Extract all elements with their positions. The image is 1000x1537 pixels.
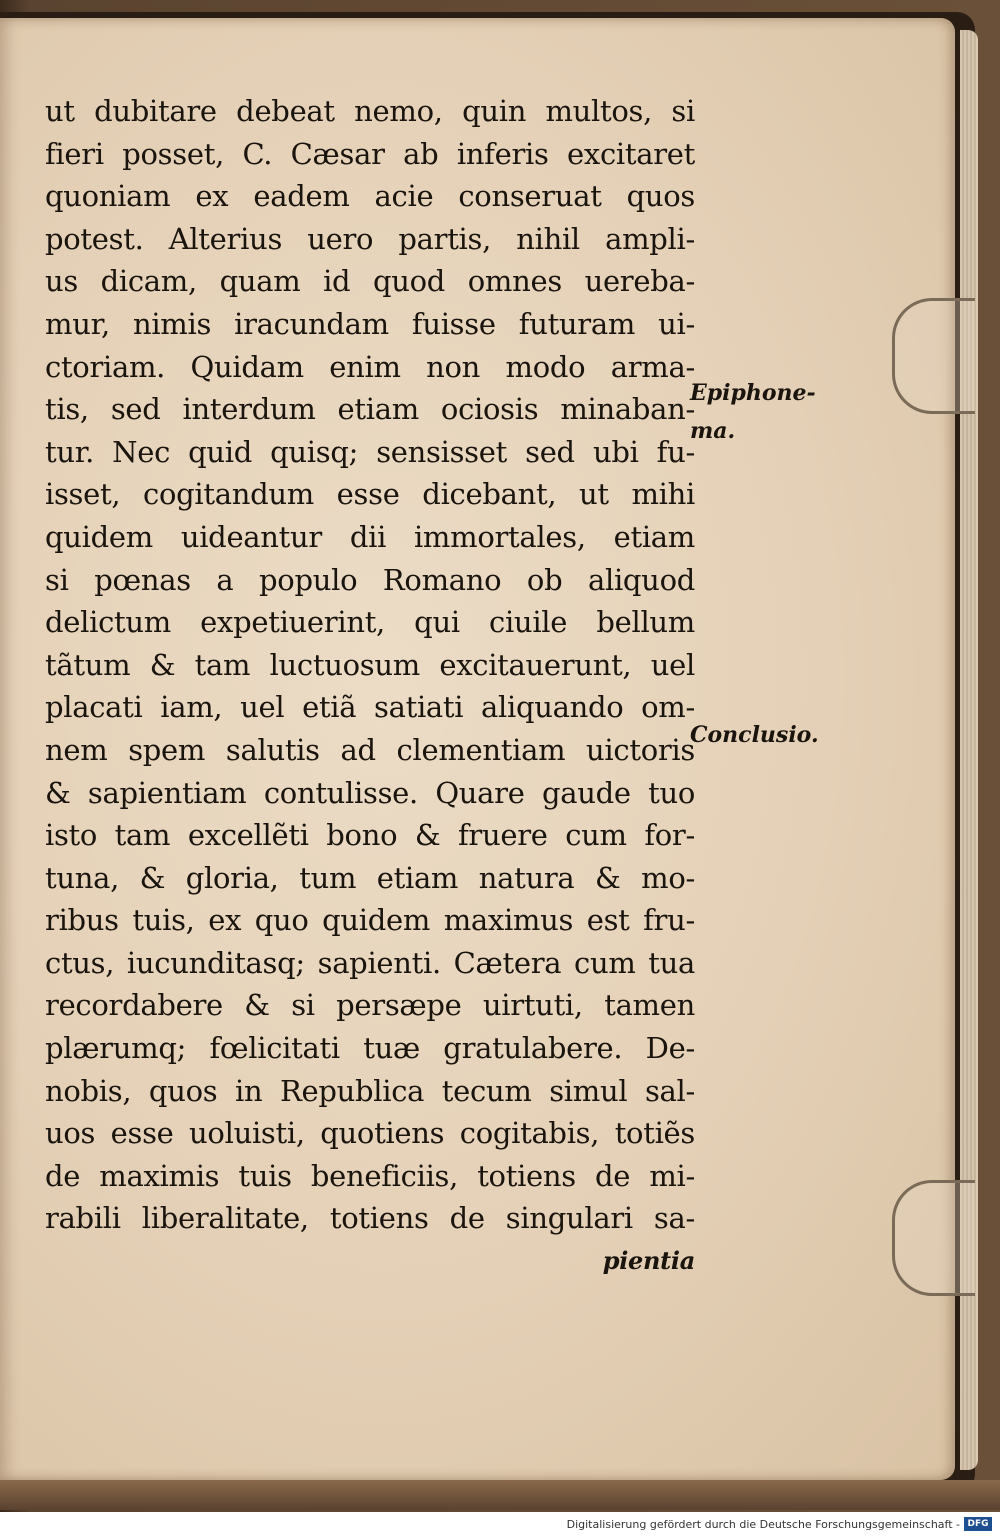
page-clip-top	[892, 298, 975, 414]
footer-credit: Digitalisierung gefördert durch die Deutsche Forschungsgemeinschaft -	[566, 1518, 960, 1531]
text-line: si pœnas a populo Romano ob aliquod	[45, 562, 695, 597]
text-line: de maximis tuis beneficiis, totiens de mi-	[45, 1158, 695, 1193]
text-line: rabili liberalitate, totiens de singulari sa-	[45, 1201, 695, 1236]
text-line: recordabere & si persæpe uirtuti, tamen	[45, 988, 695, 1023]
marginal-note-epiphonema: Epiphone-	[690, 380, 816, 406]
text-line: potest. Alterius uero partis, nihil ampli-	[45, 221, 695, 256]
book-bottom-edge	[0, 1480, 1000, 1510]
text-line: mur, nimis iracundam fuisse futuram ui-	[45, 306, 695, 341]
text-line: quoniam ex eadem acie conseruat quos	[45, 179, 695, 214]
text-line: placati iam, uel etiã satiati aliquando om-	[45, 690, 695, 725]
catchword: pientia	[602, 1246, 695, 1276]
text-line: delictum expetiuerint, qui ciuile bellum	[45, 605, 695, 640]
text-line: tis, sed interdum etiam ociosis minaban-	[45, 392, 695, 427]
footer-bar	[0, 1512, 1000, 1537]
main-text-block	[45, 90, 695, 1283]
text-line: quidem uideantur dii immortales, etiam	[45, 519, 695, 554]
text-line: ctoriam. Quidam enim non modo arma-	[45, 349, 695, 384]
text-line: tuna, & gloria, tum etiam natura & mo-	[45, 860, 695, 895]
text-line: uos esse uoluisti, quotiens cogitabis, totiẽs	[45, 1116, 695, 1151]
text-line: us dicam, quam id quod omnes uereba-	[45, 264, 695, 299]
text-line: isto tam excellẽti bono & fruere cum for-	[45, 818, 695, 853]
text-line: tur. Nec quid quisq; sensisset sed ubi fu-	[45, 434, 695, 469]
marginal-note-conclusio: Conclusio.	[690, 722, 819, 748]
text-line: nem spem salutis ad clementiam uictoris	[45, 732, 695, 767]
text-line: & sapientiam contulisse. Quare gaude tuo	[45, 775, 695, 810]
text-line: fieri posset, C. Cæsar ab inferis excitaret	[45, 136, 695, 171]
text-line: nobis, quos in Republica tecum simul sal-	[45, 1073, 695, 1108]
dfg-logo: DFG	[964, 1517, 992, 1531]
text-line: ctus, iucunditasq; sapienti. Cætera cum tua	[45, 945, 695, 980]
marginal-note-epiphonema-cont: ma.	[690, 418, 736, 444]
text-line: tãtum & tam luctuosum excitauerunt, uel	[45, 647, 695, 682]
text-line: ut dubitare debeat nemo, quin multos, si	[45, 94, 695, 128]
text-line: plærumq; fœlicitati tuæ gratulabere. De-	[45, 1031, 695, 1066]
text-line: ribus tuis, ex quo quidem maximus est fru-	[45, 903, 695, 938]
text-line: isset, cogitandum esse dicebant, ut mihi	[45, 477, 695, 512]
page-clip-bottom	[892, 1180, 975, 1296]
